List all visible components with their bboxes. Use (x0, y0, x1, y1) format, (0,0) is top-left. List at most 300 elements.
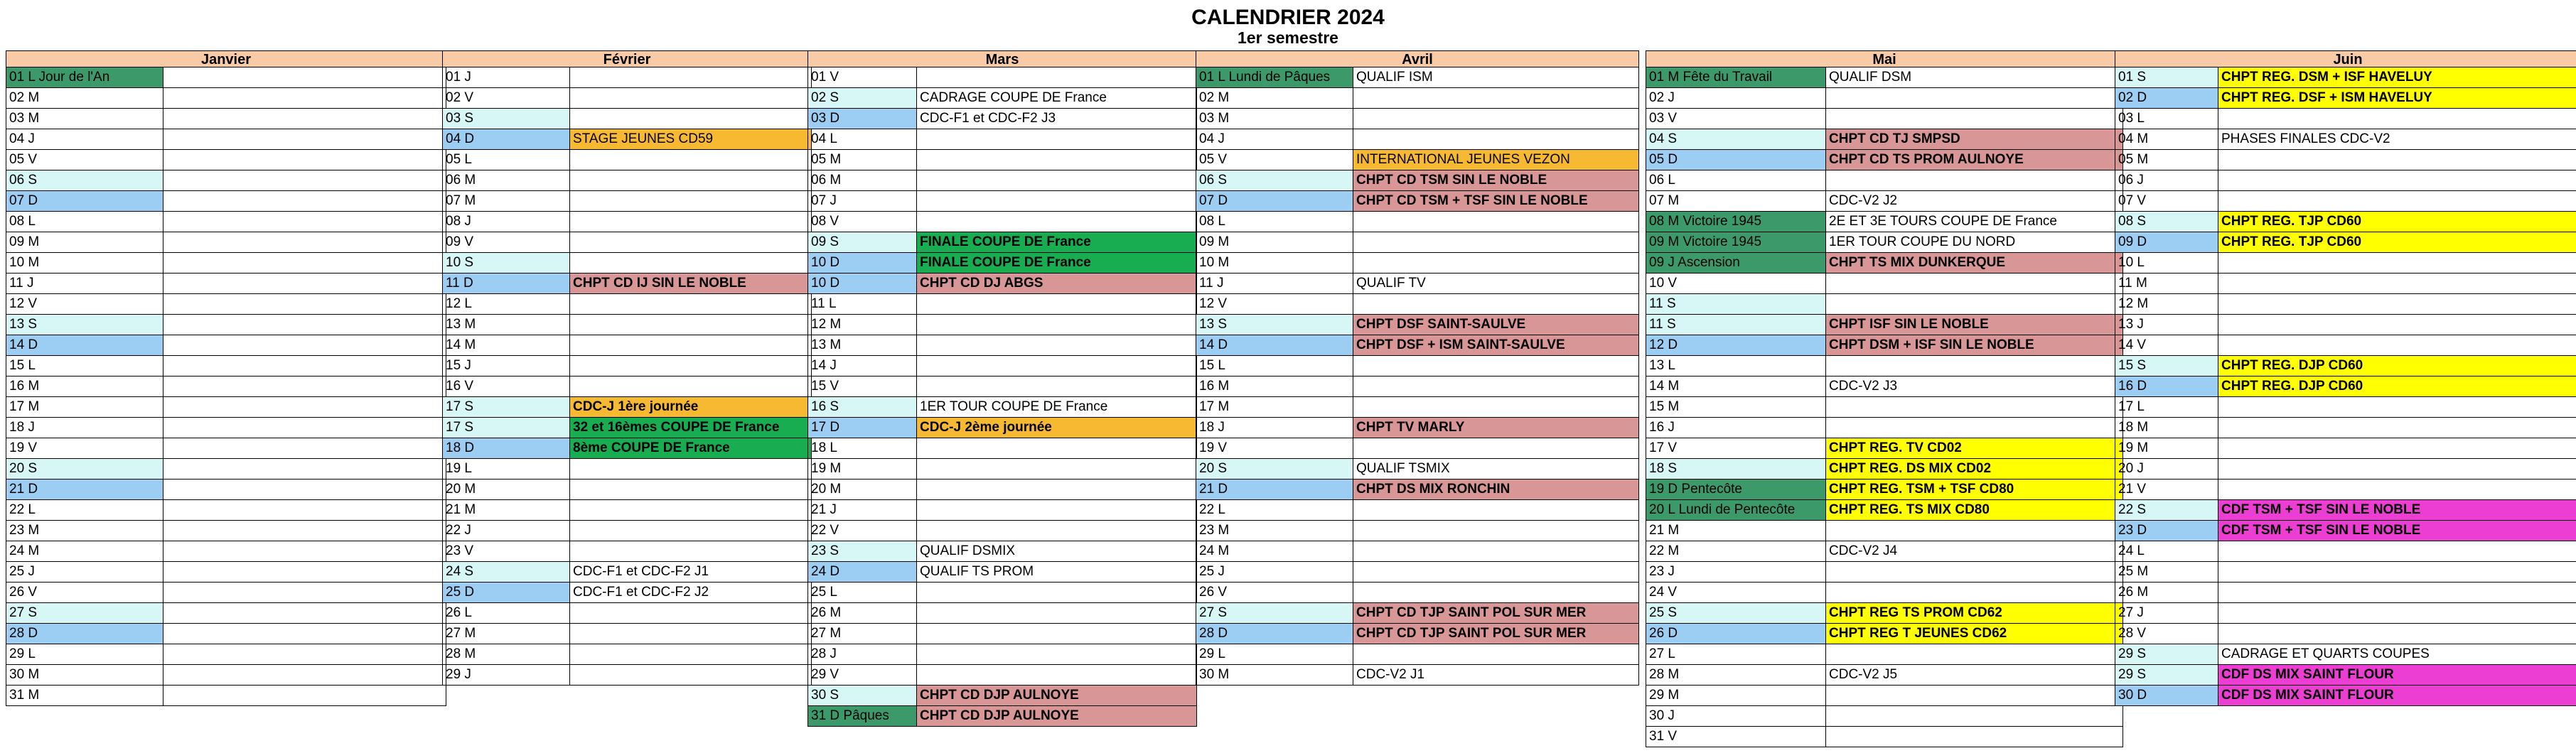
event-cell[interactable] (570, 459, 812, 480)
event-cell[interactable] (917, 294, 1197, 315)
event-cell[interactable] (1826, 727, 2123, 747)
day-cell[interactable]: 19 V (6, 438, 163, 459)
day-cell[interactable]: 07 V (2115, 191, 2218, 212)
day-cell[interactable]: 28 M (442, 644, 570, 665)
event-cell[interactable] (2218, 109, 2576, 129)
event-cell[interactable]: CDC-V2 J1 (1353, 665, 1639, 686)
day-cell[interactable]: 06 M (807, 170, 917, 191)
day-cell[interactable]: 27 M (442, 624, 570, 644)
event-cell[interactable]: CHPT TV MARLY (1353, 418, 1639, 438)
day-cell[interactable]: 10 V (1646, 273, 1826, 294)
day-cell[interactable]: 05 L (442, 150, 570, 170)
event-cell[interactable]: FINALE COUPE DE France (917, 253, 1197, 273)
day-cell[interactable]: 14 V (2115, 335, 2218, 356)
event-cell[interactable] (1353, 438, 1639, 459)
event-cell[interactable]: CDC-V2 J3 (1826, 376, 2123, 397)
event-cell[interactable] (917, 480, 1197, 500)
day-cell[interactable]: 29 J (442, 665, 570, 686)
day-cell[interactable]: 04 M (2115, 129, 2218, 150)
event-cell[interactable] (163, 212, 446, 232)
day-cell[interactable]: 11 L (807, 294, 917, 315)
event-cell[interactable] (917, 335, 1197, 356)
event-cell[interactable] (917, 644, 1197, 665)
event-cell[interactable]: INTERNATIONAL JEUNES VEZON (1353, 150, 1639, 170)
day-cell[interactable]: 22 M (1646, 541, 1826, 562)
day-cell[interactable]: 13 J (2115, 315, 2218, 335)
day-cell[interactable]: 09 M (1196, 232, 1353, 253)
event-cell[interactable] (163, 294, 446, 315)
day-cell[interactable]: 10 D (807, 253, 917, 273)
day-cell[interactable]: 19 D Pentecôte (1646, 480, 1826, 500)
day-cell[interactable]: 08 L (1196, 212, 1353, 232)
day-cell[interactable]: 28 M (1646, 665, 1826, 686)
day-cell[interactable]: 04 S (1646, 129, 1826, 150)
event-cell[interactable] (917, 500, 1197, 521)
event-cell[interactable]: 2E ET 3E TOURS COUPE DE France (1826, 212, 2123, 232)
event-cell[interactable] (1826, 706, 2123, 727)
event-cell[interactable] (2218, 315, 2576, 335)
day-cell[interactable]: 04 D (442, 129, 570, 150)
event-cell[interactable] (1826, 562, 2123, 583)
day-cell[interactable]: 09 J Ascension (1646, 253, 1826, 273)
day-cell[interactable]: 06 L (1646, 170, 1826, 191)
event-cell[interactable] (1353, 129, 1639, 150)
day-cell[interactable]: 27 J (2115, 603, 2218, 624)
event-cell[interactable] (2218, 191, 2576, 212)
day-cell[interactable]: 15 V (807, 376, 917, 397)
day-cell[interactable]: 07 J (807, 191, 917, 212)
day-cell[interactable]: 23 M (1196, 521, 1353, 541)
event-cell[interactable]: CDF TSM + TSF SIN LE NOBLE (2218, 521, 2576, 541)
event-cell[interactable] (163, 521, 446, 541)
event-cell[interactable] (1353, 356, 1639, 376)
day-cell[interactable]: 22 V (807, 521, 917, 541)
event-cell[interactable]: QUALIF DSMIX (917, 541, 1197, 562)
event-cell[interactable] (2218, 583, 2576, 603)
day-cell[interactable]: 18 S (1646, 459, 1826, 480)
event-cell[interactable] (917, 376, 1197, 397)
day-cell[interactable]: 24 S (442, 562, 570, 583)
day-cell[interactable]: 02 S (807, 88, 917, 109)
event-cell[interactable] (917, 356, 1197, 376)
event-cell[interactable] (1353, 644, 1639, 665)
day-cell[interactable]: 17 M (1196, 397, 1353, 418)
day-cell[interactable]: 26 V (6, 583, 163, 603)
event-cell[interactable] (163, 376, 446, 397)
day-cell[interactable]: 23 S (807, 541, 917, 562)
day-cell[interactable]: 24 V (1646, 583, 1826, 603)
event-cell[interactable]: QUALIF TS PROM (917, 562, 1197, 583)
event-cell[interactable] (1826, 273, 2123, 294)
day-cell[interactable]: 06 J (2115, 170, 2218, 191)
day-cell[interactable]: 21 M (442, 500, 570, 521)
event-cell[interactable]: CHPT REG. DS MIX CD02 (1826, 459, 2123, 480)
event-cell[interactable] (2218, 603, 2576, 624)
event-cell[interactable] (163, 418, 446, 438)
day-cell[interactable]: 01 S (2115, 67, 2218, 88)
day-cell[interactable]: 09 M (6, 232, 163, 253)
day-cell[interactable]: 13 M (442, 315, 570, 335)
event-cell[interactable] (2218, 438, 2576, 459)
day-cell[interactable]: 12 L (442, 294, 570, 315)
day-cell[interactable]: 03 M (6, 109, 163, 129)
event-cell[interactable] (2218, 480, 2576, 500)
event-cell[interactable] (163, 438, 446, 459)
day-cell[interactable]: 07 M (1646, 191, 1826, 212)
event-cell[interactable] (1353, 232, 1639, 253)
event-cell[interactable] (570, 315, 812, 335)
event-cell[interactable]: 1ER TOUR COUPE DU NORD (1826, 232, 2123, 253)
event-cell[interactable] (2218, 562, 2576, 583)
day-cell[interactable]: 10 L (2115, 253, 2218, 273)
event-cell[interactable]: CHPT REG T JEUNES CD62 (1826, 624, 2123, 644)
event-cell[interactable]: CHPT CD TSM + TSF SIN LE NOBLE (1353, 191, 1639, 212)
event-cell[interactable] (2218, 170, 2576, 191)
event-cell[interactable] (163, 109, 446, 129)
event-cell[interactable] (163, 541, 446, 562)
day-cell[interactable]: 30 M (1196, 665, 1353, 686)
event-cell[interactable] (917, 665, 1197, 686)
event-cell[interactable] (2218, 294, 2576, 315)
event-cell[interactable] (1353, 294, 1639, 315)
event-cell[interactable] (2218, 418, 2576, 438)
event-cell[interactable]: QUALIF DSM (1826, 67, 2123, 88)
event-cell[interactable] (163, 624, 446, 644)
event-cell[interactable]: 1ER TOUR COUPE DE France (917, 397, 1197, 418)
day-cell[interactable]: 05 V (1196, 150, 1353, 170)
event-cell[interactable]: CADRAGE ET QUARTS COUPES (2218, 644, 2576, 665)
event-cell[interactable] (2218, 624, 2576, 644)
event-cell[interactable] (163, 150, 446, 170)
event-cell[interactable] (1353, 212, 1639, 232)
day-cell[interactable]: 22 L (1196, 500, 1353, 521)
day-cell[interactable]: 15 M (1646, 397, 1826, 418)
event-cell[interactable]: CDF TSM + TSF SIN LE NOBLE (2218, 500, 2576, 521)
event-cell[interactable] (2218, 150, 2576, 170)
day-cell[interactable]: 21 D (6, 480, 163, 500)
day-cell[interactable]: 03 L (2115, 109, 2218, 129)
day-cell[interactable]: 12 M (807, 315, 917, 335)
event-cell[interactable]: CHPT DSF + ISM SAINT-SAULVE (1353, 335, 1639, 356)
day-cell[interactable]: 30 D (2115, 686, 2218, 706)
event-cell[interactable]: CHPT CD TS PROM AULNOYE (1826, 150, 2123, 170)
day-cell[interactable]: 26 M (807, 603, 917, 624)
event-cell[interactable] (570, 500, 812, 521)
event-cell[interactable] (2218, 253, 2576, 273)
event-cell[interactable] (163, 562, 446, 583)
day-cell[interactable]: 09 D (2115, 232, 2218, 253)
event-cell[interactable]: CHPT CD TJP SAINT POL SUR MER (1353, 624, 1639, 644)
day-cell[interactable]: 10 D (807, 273, 917, 294)
event-cell[interactable]: CADRAGE COUPE DE France (917, 88, 1197, 109)
event-cell[interactable]: CHPT CD DJP AULNOYE (917, 706, 1197, 727)
day-cell[interactable]: 26 L (442, 603, 570, 624)
day-cell[interactable]: 23 D (2115, 521, 2218, 541)
day-cell[interactable]: 28 D (6, 624, 163, 644)
day-cell[interactable]: 01 L Lundi de Pâques (1196, 67, 1353, 88)
day-cell[interactable]: 02 M (6, 88, 163, 109)
event-cell[interactable] (163, 644, 446, 665)
event-cell[interactable] (163, 253, 446, 273)
day-cell[interactable]: 14 D (1196, 335, 1353, 356)
day-cell[interactable]: 04 J (1196, 129, 1353, 150)
day-cell[interactable]: 24 L (2115, 541, 2218, 562)
day-cell[interactable]: 08 V (807, 212, 917, 232)
day-cell[interactable]: 19 M (807, 459, 917, 480)
day-cell[interactable]: 27 S (1196, 603, 1353, 624)
event-cell[interactable] (163, 129, 446, 150)
day-cell[interactable]: 25 J (1196, 562, 1353, 583)
event-cell[interactable]: CDC-V2 J4 (1826, 541, 2123, 562)
event-cell[interactable] (163, 88, 446, 109)
day-cell[interactable]: 11 M (2115, 273, 2218, 294)
day-cell[interactable]: 30 J (1646, 706, 1826, 727)
day-cell[interactable]: 27 M (807, 624, 917, 644)
event-cell[interactable]: QUALIF TSMIX (1353, 459, 1639, 480)
day-cell[interactable]: 17 L (2115, 397, 2218, 418)
event-cell[interactable] (570, 624, 812, 644)
event-cell[interactable]: CDC-V2 J2 (1826, 191, 2123, 212)
event-cell[interactable]: CHPT CD IJ SIN LE NOBLE (570, 273, 812, 294)
day-cell[interactable]: 28 J (807, 644, 917, 665)
event-cell[interactable] (917, 191, 1197, 212)
day-cell[interactable]: 15 S (2115, 356, 2218, 376)
day-cell[interactable]: 15 L (6, 356, 163, 376)
day-cell[interactable]: 31 M (6, 686, 163, 706)
day-cell[interactable]: 13 S (6, 315, 163, 335)
event-cell[interactable] (163, 459, 446, 480)
event-cell[interactable] (570, 665, 812, 686)
day-cell[interactable]: 27 S (6, 603, 163, 624)
event-cell[interactable] (570, 356, 812, 376)
event-cell[interactable]: CHPT REG. TV CD02 (1826, 438, 2123, 459)
day-cell[interactable]: 10 M (1196, 253, 1353, 273)
day-cell[interactable]: 05 D (1646, 150, 1826, 170)
event-cell[interactable]: CHPT DSF SAINT-SAULVE (1353, 315, 1639, 335)
day-cell[interactable]: 20 M (807, 480, 917, 500)
event-cell[interactable] (163, 480, 446, 500)
event-cell[interactable]: CHPT REG. DJP CD60 (2218, 356, 2576, 376)
event-cell[interactable]: CDC-J 1ère journée (570, 397, 812, 418)
day-cell[interactable]: 25 M (2115, 562, 2218, 583)
day-cell[interactable]: 02 M (1196, 88, 1353, 109)
day-cell[interactable]: 30 S (807, 686, 917, 706)
event-cell[interactable]: CHPT CD DJP AULNOYE (917, 686, 1197, 706)
event-cell[interactable] (1826, 170, 2123, 191)
day-cell[interactable]: 13 L (1646, 356, 1826, 376)
event-cell[interactable] (1826, 583, 2123, 603)
event-cell[interactable] (570, 253, 812, 273)
day-cell[interactable]: 08 J (442, 212, 570, 232)
day-cell[interactable]: 14 J (807, 356, 917, 376)
day-cell[interactable]: 21 V (2115, 480, 2218, 500)
event-cell[interactable] (570, 294, 812, 315)
event-cell[interactable] (163, 67, 446, 88)
day-cell[interactable]: 14 D (6, 335, 163, 356)
event-cell[interactable] (163, 191, 446, 212)
day-cell[interactable]: 04 L (807, 129, 917, 150)
event-cell[interactable] (570, 480, 812, 500)
day-cell[interactable]: 16 M (6, 376, 163, 397)
event-cell[interactable] (570, 541, 812, 562)
event-cell[interactable] (163, 335, 446, 356)
event-cell[interactable]: CDF DS MIX SAINT FLOUR (2218, 686, 2576, 706)
event-cell[interactable] (570, 88, 812, 109)
event-cell[interactable]: PHASES FINALES CDC-V2 (2218, 129, 2576, 150)
event-cell[interactable] (2218, 459, 2576, 480)
day-cell[interactable]: 05 V (6, 150, 163, 170)
day-cell[interactable]: 06 S (1196, 170, 1353, 191)
event-cell[interactable] (163, 170, 446, 191)
day-cell[interactable]: 16 D (2115, 376, 2218, 397)
day-cell[interactable]: 21 J (807, 500, 917, 521)
event-cell[interactable] (1353, 500, 1639, 521)
event-cell[interactable] (917, 459, 1197, 480)
day-cell[interactable]: 29 M (1646, 686, 1826, 706)
day-cell[interactable]: 17 D (807, 418, 917, 438)
day-cell[interactable]: 23 J (1646, 562, 1826, 583)
event-cell[interactable] (1826, 418, 2123, 438)
event-cell[interactable]: CHPT REG. DSM + ISF HAVELUY (2218, 67, 2576, 88)
event-cell[interactable]: CHPT DSM + ISF SIN LE NOBLE (1826, 335, 2123, 356)
event-cell[interactable] (1353, 109, 1639, 129)
day-cell[interactable]: 10 M (6, 253, 163, 273)
day-cell[interactable]: 11 J (1196, 273, 1353, 294)
event-cell[interactable] (570, 150, 812, 170)
event-cell[interactable]: CHPT ISF SIN LE NOBLE (1826, 315, 2123, 335)
event-cell[interactable] (570, 212, 812, 232)
day-cell[interactable]: 20 S (1196, 459, 1353, 480)
event-cell[interactable]: CDC-F1 et CDC-F2 J2 (570, 583, 812, 603)
event-cell[interactable]: CHPT REG. TJP CD60 (2218, 212, 2576, 232)
day-cell[interactable]: 25 L (807, 583, 917, 603)
event-cell[interactable] (1826, 397, 2123, 418)
event-cell[interactable] (917, 624, 1197, 644)
day-cell[interactable]: 24 M (1196, 541, 1353, 562)
day-cell[interactable]: 13 M (807, 335, 917, 356)
day-cell[interactable]: 27 L (1646, 644, 1826, 665)
day-cell[interactable]: 28 D (1196, 624, 1353, 644)
day-cell[interactable]: 17 V (1646, 438, 1826, 459)
event-cell[interactable] (1353, 88, 1639, 109)
event-cell[interactable]: STAGE JEUNES CD59 (570, 129, 812, 150)
event-cell[interactable] (163, 603, 446, 624)
day-cell[interactable]: 09 M Victoire 1945 (1646, 232, 1826, 253)
day-cell[interactable]: 14 M (1646, 376, 1826, 397)
event-cell[interactable] (570, 644, 812, 665)
event-cell[interactable] (570, 521, 812, 541)
event-cell[interactable] (1826, 644, 2123, 665)
day-cell[interactable]: 22 J (442, 521, 570, 541)
event-cell[interactable] (1826, 294, 2123, 315)
day-cell[interactable]: 06 S (6, 170, 163, 191)
day-cell[interactable]: 29 L (1196, 644, 1353, 665)
day-cell[interactable]: 25 D (442, 583, 570, 603)
day-cell[interactable]: 20 M (442, 480, 570, 500)
day-cell[interactable]: 17 M (6, 397, 163, 418)
event-cell[interactable]: CHPT REG. DSF + ISM HAVELUY (2218, 88, 2576, 109)
event-cell[interactable] (1826, 686, 2123, 706)
day-cell[interactable]: 15 L (1196, 356, 1353, 376)
event-cell[interactable] (570, 67, 812, 88)
event-cell[interactable]: FINALE COUPE DE France (917, 232, 1197, 253)
event-cell[interactable] (917, 583, 1197, 603)
event-cell[interactable] (163, 583, 446, 603)
day-cell[interactable]: 16 M (1196, 376, 1353, 397)
day-cell[interactable]: 31 D Pâques (807, 706, 917, 727)
day-cell[interactable]: 12 V (6, 294, 163, 315)
day-cell[interactable]: 08 L (6, 212, 163, 232)
day-cell[interactable]: 26 D (1646, 624, 1826, 644)
event-cell[interactable]: CDC-J 2ème journée (917, 418, 1197, 438)
day-cell[interactable]: 07 D (6, 191, 163, 212)
day-cell[interactable]: 03 S (442, 109, 570, 129)
event-cell[interactable]: QUALIF ISM (1353, 67, 1639, 88)
day-cell[interactable]: 01 L Jour de l'An (6, 67, 163, 88)
event-cell[interactable] (1353, 541, 1639, 562)
day-cell[interactable]: 20 S (6, 459, 163, 480)
day-cell[interactable]: 09 S (807, 232, 917, 253)
day-cell[interactable]: 28 V (2115, 624, 2218, 644)
event-cell[interactable] (1826, 356, 2123, 376)
event-cell[interactable] (2218, 397, 2576, 418)
day-cell[interactable]: 18 M (2115, 418, 2218, 438)
event-cell[interactable] (917, 129, 1197, 150)
day-cell[interactable]: 01 J (442, 67, 570, 88)
day-cell[interactable]: 11 J (6, 273, 163, 294)
event-cell[interactable]: CHPT CD TSM SIN LE NOBLE (1353, 170, 1639, 191)
event-cell[interactable] (163, 273, 446, 294)
day-cell[interactable]: 15 J (442, 356, 570, 376)
day-cell[interactable]: 11 D (442, 273, 570, 294)
day-cell[interactable]: 16 J (1646, 418, 1826, 438)
day-cell[interactable]: 05 M (807, 150, 917, 170)
event-cell[interactable] (163, 232, 446, 253)
day-cell[interactable]: 19 L (442, 459, 570, 480)
event-cell[interactable] (163, 356, 446, 376)
day-cell[interactable]: 23 M (6, 521, 163, 541)
day-cell[interactable]: 12 D (1646, 335, 1826, 356)
day-cell[interactable]: 26 M (2115, 583, 2218, 603)
day-cell[interactable]: 16 S (807, 397, 917, 418)
day-cell[interactable]: 22 L (6, 500, 163, 521)
event-cell[interactable] (2218, 335, 2576, 356)
event-cell[interactable]: CDC-F1 et CDC-F2 J1 (570, 562, 812, 583)
event-cell[interactable]: CHPT REG. DJP CD60 (2218, 376, 2576, 397)
day-cell[interactable]: 09 V (442, 232, 570, 253)
event-cell[interactable] (163, 500, 446, 521)
day-cell[interactable]: 24 M (6, 541, 163, 562)
day-cell[interactable]: 13 S (1196, 315, 1353, 335)
day-cell[interactable]: 08 S (2115, 212, 2218, 232)
event-cell[interactable]: CHPT REG. TSM + TSF CD80 (1826, 480, 2123, 500)
event-cell[interactable] (570, 335, 812, 356)
event-cell[interactable] (1353, 562, 1639, 583)
event-cell[interactable] (1353, 253, 1639, 273)
day-cell[interactable]: 18 J (6, 418, 163, 438)
event-cell[interactable] (1353, 397, 1639, 418)
event-cell[interactable] (570, 232, 812, 253)
event-cell[interactable]: CHPT REG TS PROM CD62 (1826, 603, 2123, 624)
day-cell[interactable]: 29 V (807, 665, 917, 686)
event-cell[interactable] (570, 170, 812, 191)
day-cell[interactable]: 01 V (807, 67, 917, 88)
day-cell[interactable]: 22 S (2115, 500, 2218, 521)
event-cell[interactable] (917, 170, 1197, 191)
event-cell[interactable]: CHPT DS MIX RONCHIN (1353, 480, 1639, 500)
event-cell[interactable]: CHPT REG. TS MIX CD80 (1826, 500, 2123, 521)
event-cell[interactable] (917, 150, 1197, 170)
